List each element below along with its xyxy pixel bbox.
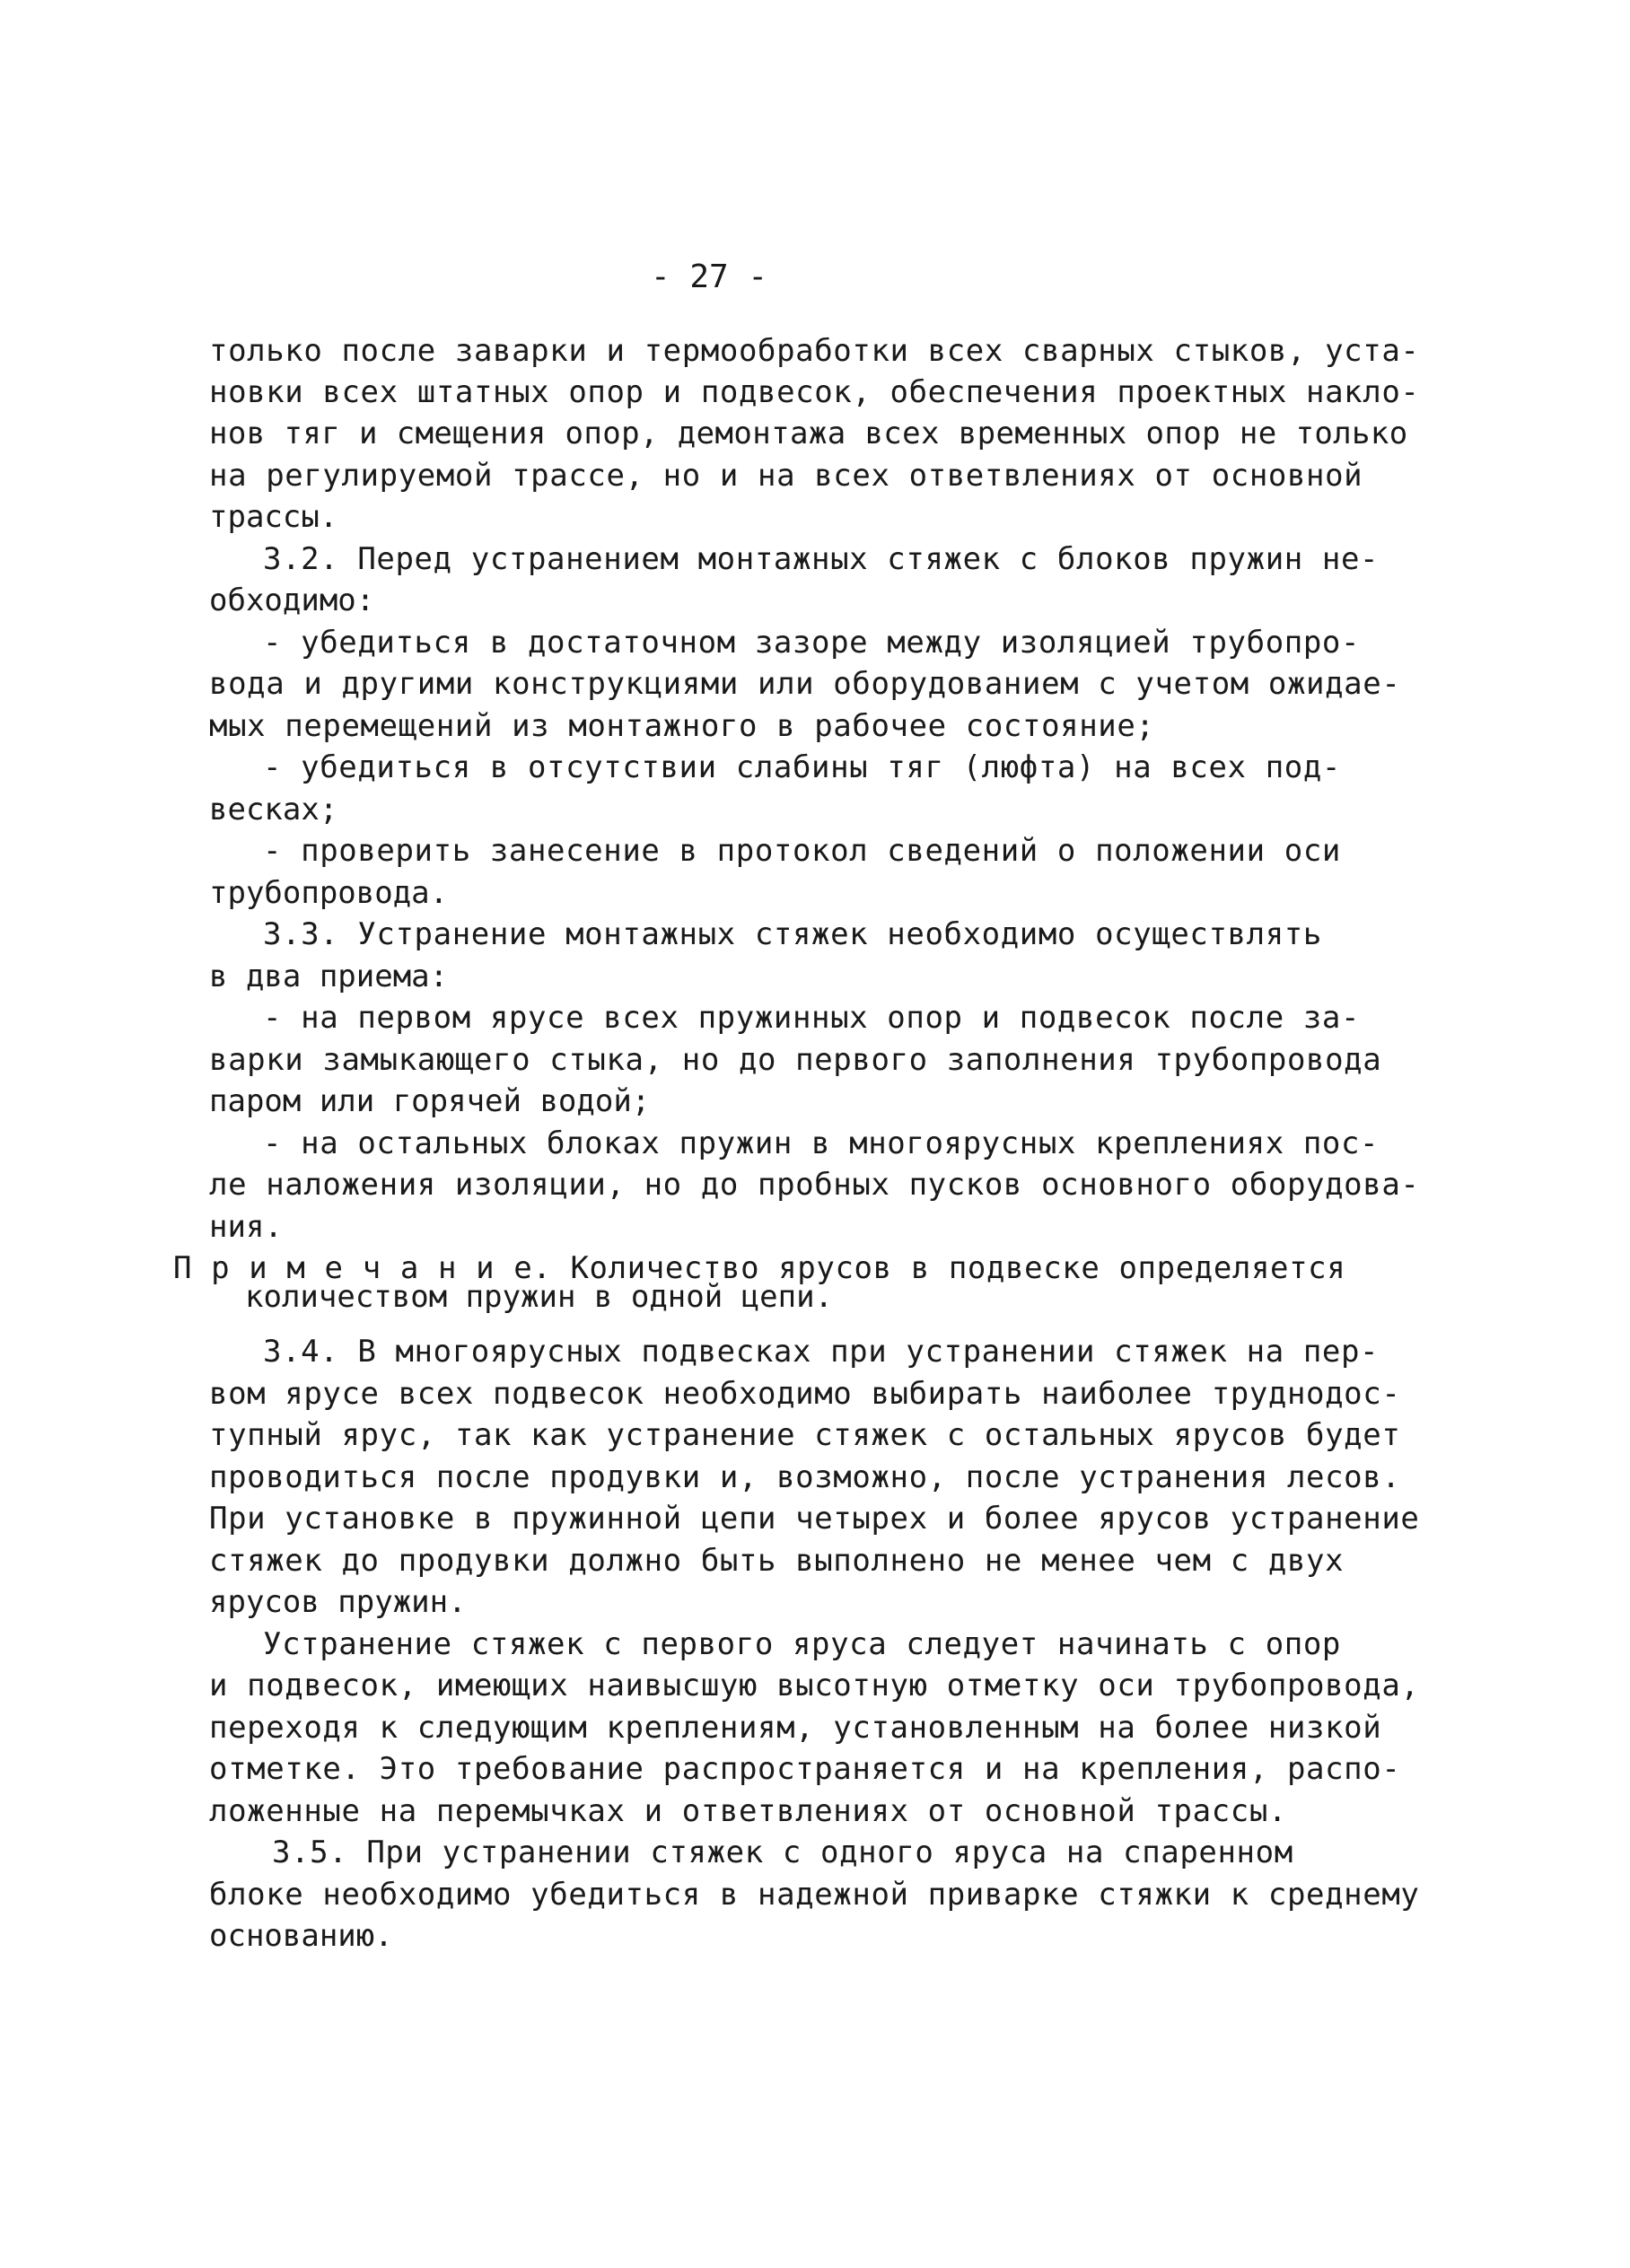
text-line: обходимо: [209,582,375,618]
list-item: - на остальных блоках пружин в многоярусных креплениях пос- [263,1125,1380,1161]
text-line: ле наложения изоляции, но до пробных пусков основного оборудова- [209,1167,1420,1203]
text-line: в два приема: [209,959,449,994]
list-item: - проверить занесение в протокол сведений о положении оси [263,833,1341,869]
list-item: - убедиться в отсутствии слабины тяг (люфта) на всех под- [263,749,1341,785]
list-item: - убедиться в достаточном зазоре между изоляцией трубопро- [263,625,1361,661]
text-line: трассы. [209,499,338,535]
text-line: только после заварки и термообработки всех сварных стыков, уста- [209,333,1420,369]
text-line: тупный ярус, так как устранение стяжек с остальных ярусов будет [209,1417,1401,1453]
text-line: переходя к следующим креплениям, установленным на более низкой [209,1710,1382,1746]
text-line: вода и другими конструкциями или оборудованием с учетом ожидае- [209,666,1401,702]
text-line: варки замыкающего стыка, но до первого заполнения трубопровода [209,1042,1382,1078]
text-line: мых перемещений из монтажного в рабочее состояние; [209,708,1155,744]
text-line: проводиться после продувки и, возможно, после устранения лесов. [209,1459,1401,1495]
text-line: новки всех штатных опор и подвесок, обеспечения проектных накло- [209,374,1420,410]
text-line: вом ярусе всех подвесок необходимо выбирать наиболее труднодос- [209,1376,1401,1412]
text-line: и подвесок, имеющих наивысшую высотную отметку оси трубопровода, [209,1668,1420,1703]
note-text: П р и м е ч а н и е. Количество ярусов в подвеске определяется [173,1250,1346,1286]
paragraph: Устранение стяжек с первого яруса следует начинать с опор [263,1626,1341,1662]
text-line: ложенные на перемычках и ответвлениях от основной трассы. [209,1793,1287,1829]
page-number: - 27 - [651,258,768,295]
text-line: ния. [209,1209,283,1245]
text-line: трубопровода. [209,875,449,911]
text-line: нов тяг и смещения опор, демонтажа всех временных опор не только [209,416,1408,451]
paragraph-3-3: 3.3. Устранение монтажных стяжек необходимо осуществлять [263,916,1322,952]
note-text: количеством пружин в одной цепи. [245,1279,834,1315]
list-item: - на первом ярусе всех пружинных опор и подвесок после за- [263,1000,1361,1036]
text-line: основанию. [209,1918,393,1954]
text-line: паром или горячей водой; [209,1083,651,1119]
text-line: При установке в пружинной цепи четырех и более ярусов устранение [209,1501,1420,1537]
text-line: весках; [209,792,338,828]
text-line: отметке. Это требование распространяется и на крепления, распо- [209,1751,1401,1787]
paragraph-3-4: 3.4. В многоярусных подвесках при устранении стяжек на пер- [263,1334,1380,1370]
paragraph-3-2: 3.2. Перед устранением монтажных стяжек с блоков пружин не- [263,541,1380,577]
text-line: на регулируемой трассе, но и на всех ответвлениях от основной [209,458,1363,494]
text-line: блоке необходимо убедиться в надежной приварке стяжки к среднему [209,1877,1420,1913]
text-line: стяжек до продувки должно быть выполнено не менее чем с двух [209,1543,1345,1579]
text-line: ярусов пружин. [209,1584,467,1620]
paragraph-3-5: 3.5. При устранении стяжек с одного яруса на спаренном [272,1835,1293,1870]
